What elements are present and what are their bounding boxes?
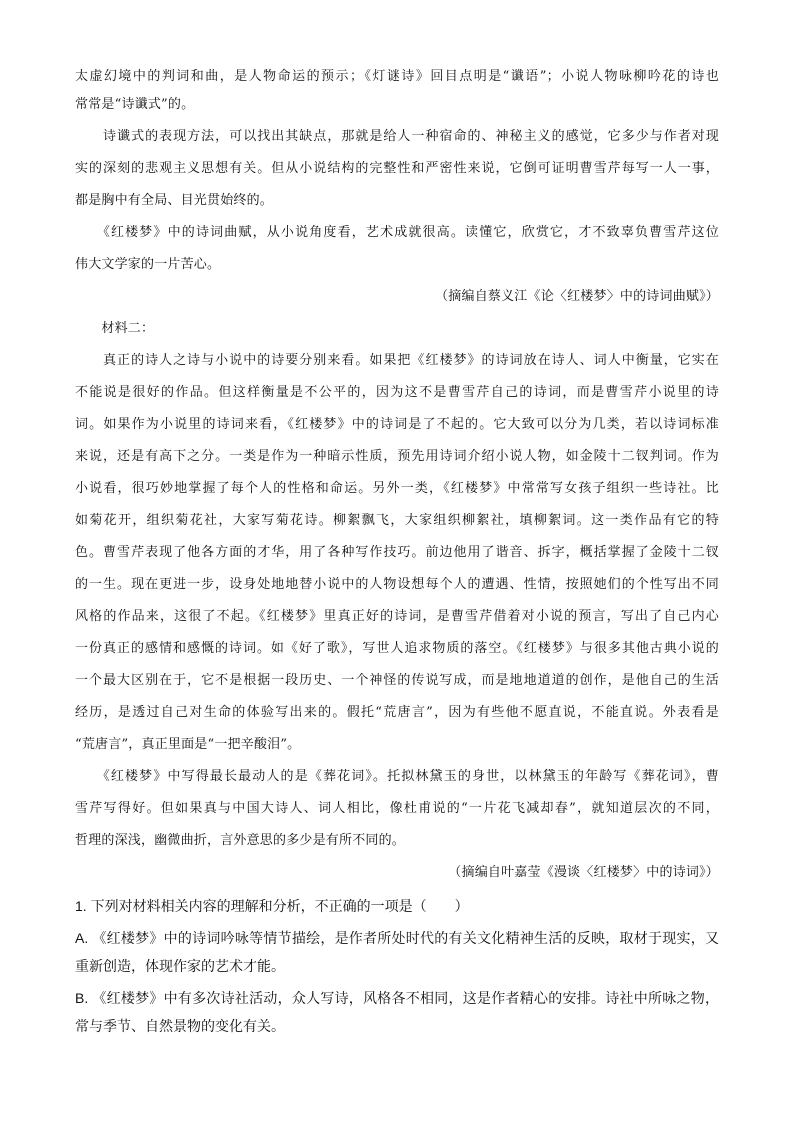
option-a: A. 《红楼梦》中的诗词吟咏等情节描绘，是作者所处时代的有关文化精神生活的反映，取材于现实，又	[75, 930, 719, 946]
body-line: 常常是“诗谶式”的。	[75, 97, 195, 112]
body-line: 都是胸中有全局、目光贯始终的。	[75, 193, 274, 208]
body-line: 不能说是很好的作品。但这样衡量是不公平的，因为这不是曹雪芹自己的诗词，而是曹雪芹小说里的诗	[75, 385, 719, 400]
body-line: 来说，还是有高下之分。一类是作为一种暗示性质，预先用诗词介绍小说人物，如金陵十二钗判词。作为	[75, 449, 719, 464]
body-line: 伟大文学家的一片苦心。	[75, 257, 221, 272]
body-line: 《红楼梦》中写得最长最动人的是《葬花词》。托拟林黛玉的身世，以林黛玉的年龄写《葬花词》，曹	[75, 769, 719, 784]
body-line: 的一生。现在更进一步，设身处地地替小说中的人物设想每个人的遭遇、性情，按照她们的个性写出不同	[75, 577, 719, 592]
body-line: 色。曹雪芹表现了他各方面的才华，用了各种写作技巧。前边他用了谐音、拆字，概括掌握了金陵十二钗	[75, 545, 719, 560]
body-line: 哲理的深浅，幽微曲折，言外意思的多少是有所不同的。	[75, 833, 406, 848]
option-a-continued: 重新创造，体现作家的艺术才能。	[75, 958, 285, 974]
body-line: 如菊花开，组织菊花社，大家写菊花诗。柳絮飘飞，大家组织柳絮社，填柳絮词。这一类作品有它的特	[75, 513, 719, 528]
body-line: 实的深刻的悲观主义思想有关。但从小说结构的完整性和严密性来说，它倒可证明曹雪芹每写一人一事，	[75, 161, 719, 176]
citation: （摘编自蔡义江《论〈红楼梦〉中的诗词曲赋》）	[435, 289, 719, 304]
body-line: 真正的诗人之诗与小说中的诗要分别来看。如果把《红楼梦》的诗词放在诗人、词人中衡量，它实在	[75, 353, 719, 368]
body-line: 风格的作品来，这很了不起。《红楼梦》里真正好的诗词，是曹雪芹借着对小说的预言，写出了自己内心	[75, 609, 719, 624]
body-line: 诗谶式的表现方法，可以找出其缺点，那就是给人一种宿命的、神秘主义的感觉，它多少与作者对现	[75, 129, 719, 144]
section-heading: 材料二：	[75, 321, 155, 336]
body-line: 词。如果作为小说里的诗词来看，《红楼梦》中的诗词是了不起的。它大致可以分为几类，若以诗词标准	[75, 417, 719, 432]
option-b: B. 《红楼梦》中有多次诗社活动，众人写诗，风格各不相同，这是作者精心的安排。诗社中所咏之物，	[75, 990, 719, 1006]
body-line: 经历，是透过自己对生命的体验写出来的。假托“荒唐言”，因为有些他不愿直说，不能直说。外表看是	[75, 705, 719, 720]
citation: （摘编自叶嘉莹《漫谈〈红楼梦〉中的诗词》）	[448, 865, 719, 880]
option-b-continued: 常与季节、自然景物的变化有关。	[75, 1018, 285, 1034]
question-stem: 1. 下列对材料相关内容的理解和分析，不正确的一项是（ ）	[75, 898, 469, 914]
body-line: 《红楼梦》中的诗词曲赋，从小说角度看，艺术成就很高。读懂它，欣赏它，才不致辜负曹雪芹这位	[75, 225, 719, 240]
body-line: 太虚幻境中的判词和曲，是人物命运的预示；《灯谜诗》回目点明是“谶语”；小说人物咏柳吟花的诗也	[75, 69, 719, 84]
body-line: 小说看，很巧妙地掌握了每个人的性格和命运。另外一类，《红楼梦》中常常写女孩子组织一些诗社。比	[75, 481, 719, 496]
body-line: 雪芹写得好。但如果真与中国大诗人、词人相比，像杜甫说的“一片花飞减却春”，就知道层次的不同，	[75, 801, 719, 816]
body-line: 一份真正的感情和感慨的诗词。如《好了歌》，写世人追求物质的落空。《红楼梦》与很多其他古典小说的	[75, 641, 719, 656]
body-line: 一个最大区别在于，它不是根据一段历史、一个神怪的传说写成，而是地地道道的创作，是他自己的生活	[75, 673, 719, 688]
body-line: “荒唐言”，真正里面是“一把辛酸泪”。	[75, 737, 301, 752]
